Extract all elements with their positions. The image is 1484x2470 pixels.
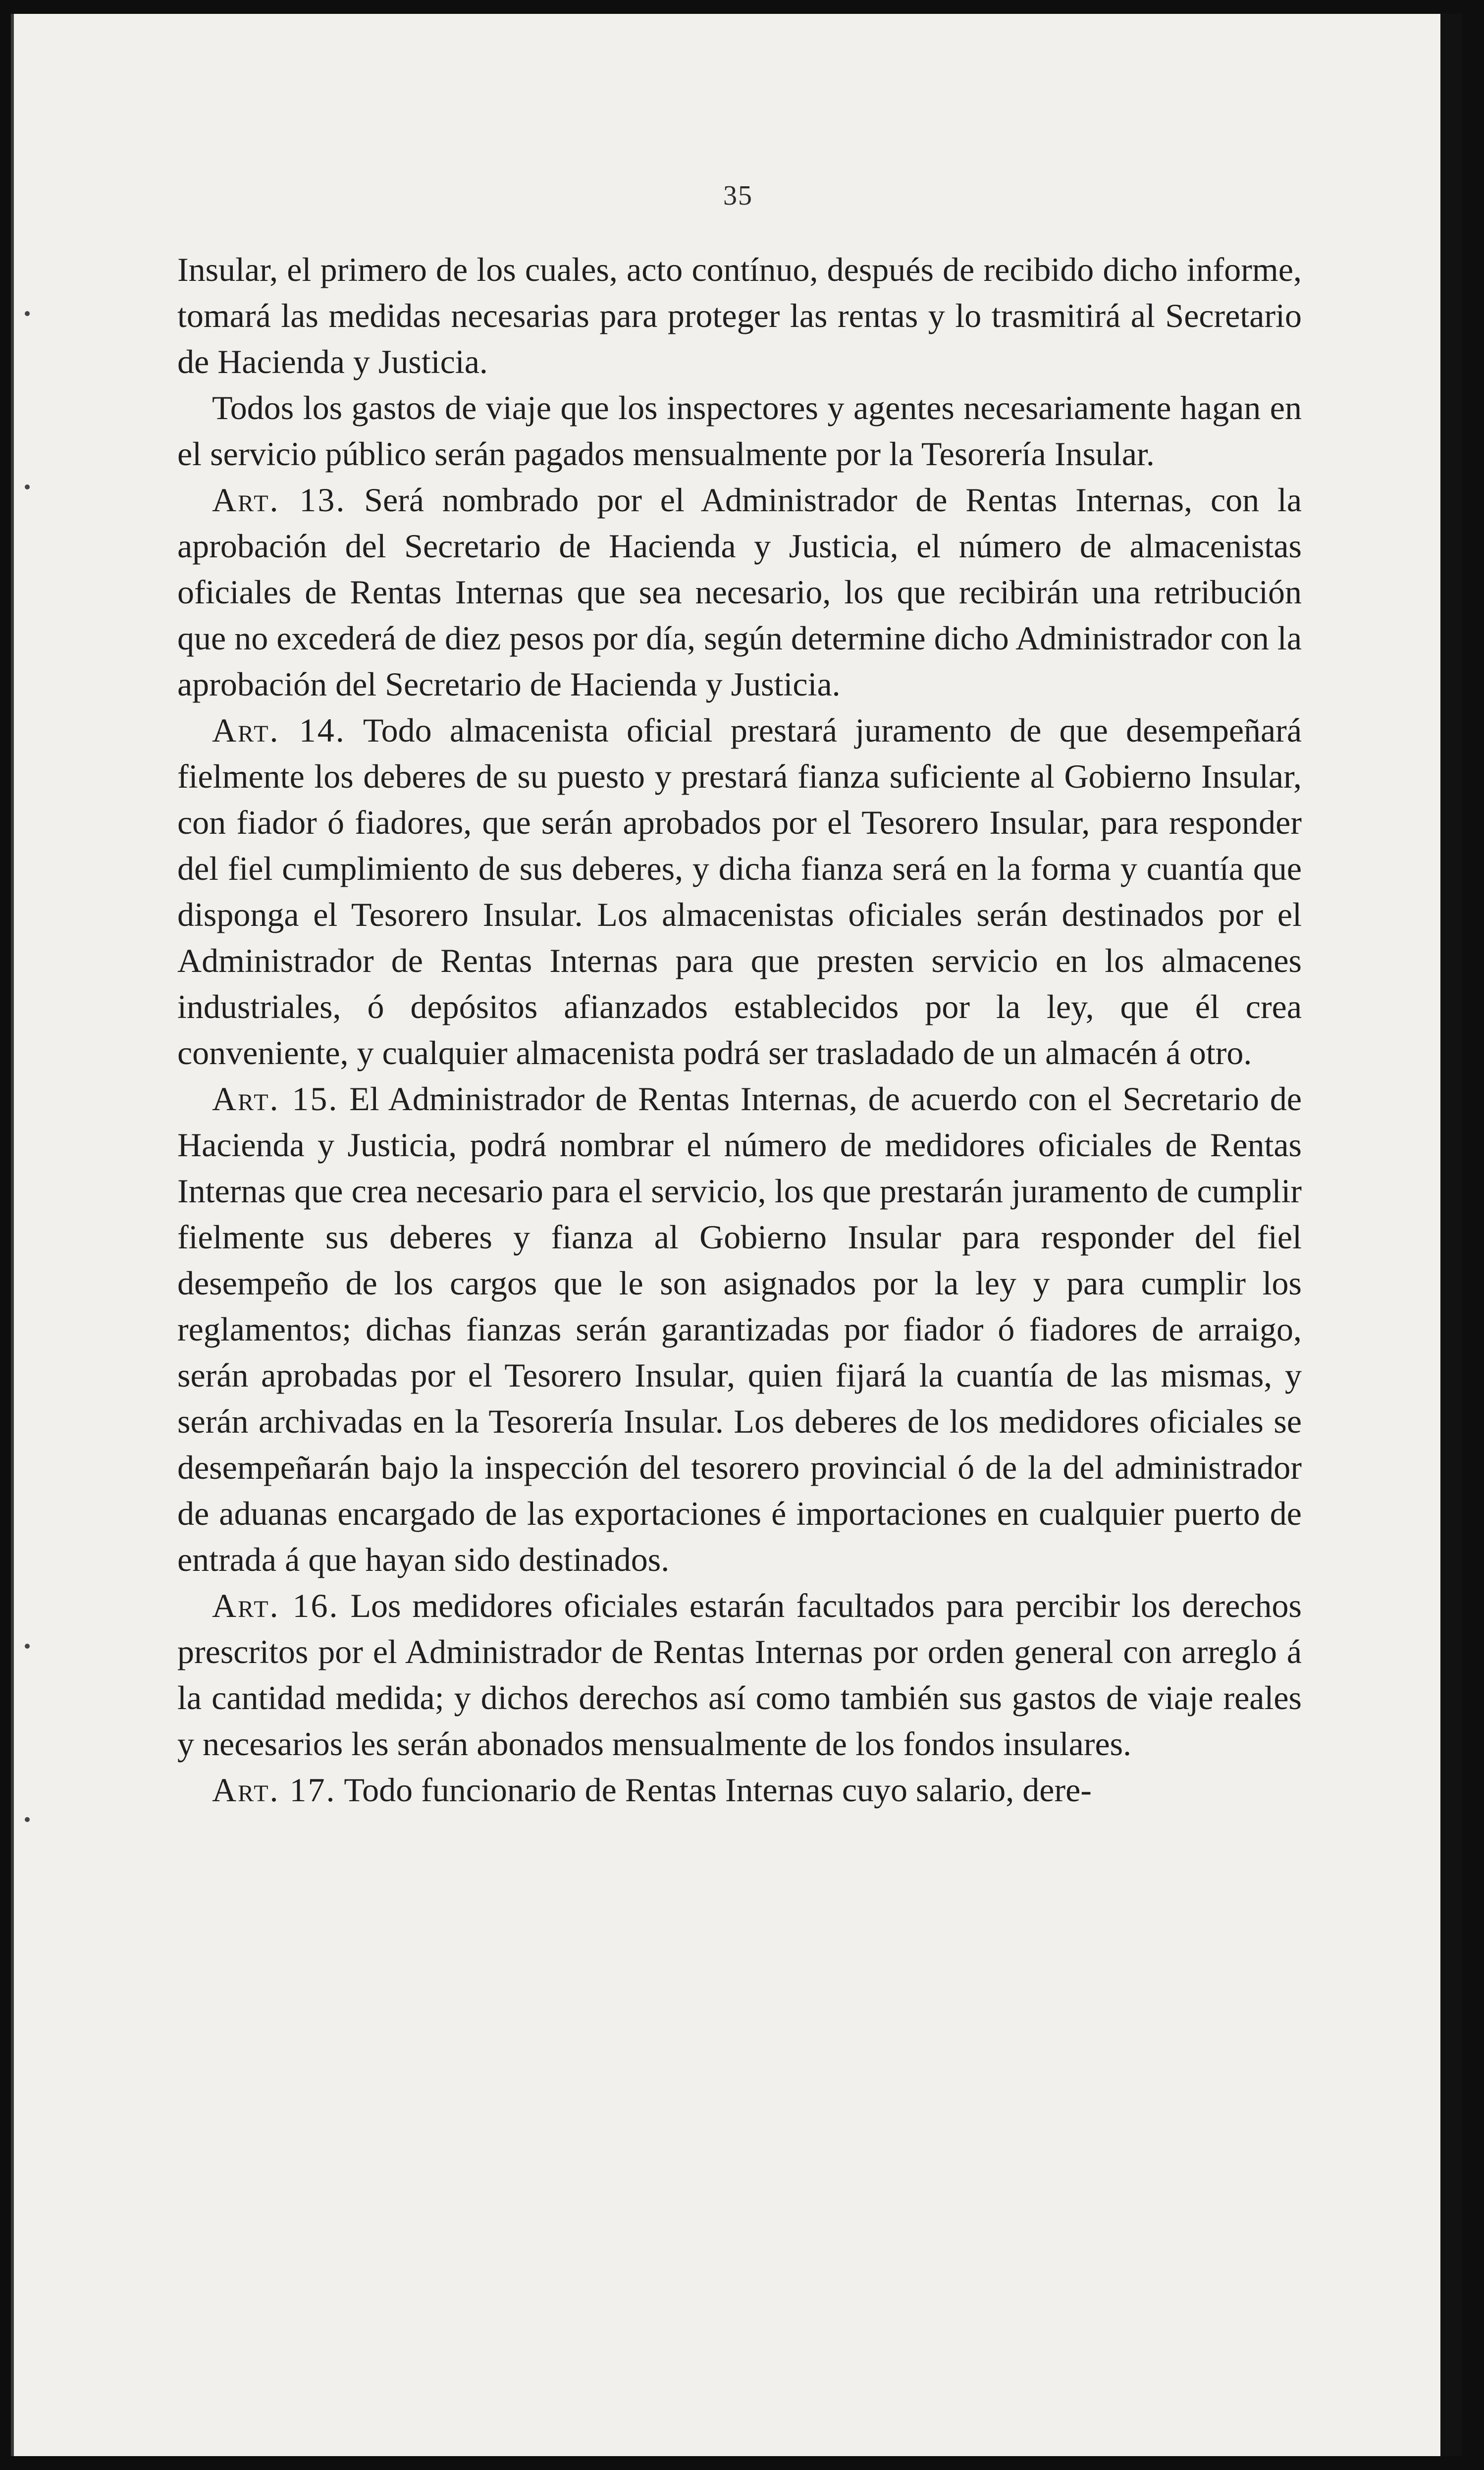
paragraph-text: Será nombrado por el Administrador de Rentas Internas, con la aprobación del Secretario de Hacienda y Justicia, el número de almacenistas oficiales de Rentas Internas que sea necesario, los que recibirán una retribución que no excederá de diez pesos por día, según determine dicho Administrador con la aprobación del Secretario de Hacienda y Justicia. (177, 481, 1302, 703)
page-edge-shadow (1440, 14, 1462, 2456)
article-label: Art. 14. (212, 711, 346, 749)
paragraph-text: Insular, el primero de los cuales, acto contínuo, después de recibido dicho informe, tomará las medidas necesarias para proteger las rentas y lo trasmitirá al Secretario de Hacienda y Justicia. (177, 251, 1302, 380)
paragraph-article-13 (177, 477, 1302, 707)
margin-speck (25, 1644, 30, 1649)
paragraph-article-15 (177, 1076, 1302, 1583)
paragraph-text: Todo almacenista oficial prestará juramento de que desempeñará fielmente los deberes de su puesto y prestará fianza suficiente al Gobierno Insular, con fiador ó fiadores, que serán aprobados por el Tesorero Insular, para responder del fiel cumplimiento de sus deberes, y dicha fianza será en la forma y cuantía que disponga el Tesorero Insular. Los almacenistas oficiales serán destinados por el Administrador de Rentas Internas para que presten servicio en los almacenes industriales, ó depósitos afianzados establecidos por la ley, que él crea conveniente, y cualquier almacenista podrá ser trasladado de un almacén á otro. (177, 711, 1302, 1072)
paragraph-article-17 (177, 1767, 1302, 1813)
paragraph-text: Los medidores oficiales estarán facultados para percibir los derechos prescritos por el Administrador de Rentas Internas por orden general con arreglo á la cantidad medida; y dichos derechos así como también sus gastos de viaje reales y necesarios les serán abonados mensualmente de los fondos insulares. (177, 1587, 1302, 1763)
article-label: Art. 13. (212, 481, 346, 519)
paragraph-text: Todos los gastos de viaje que los inspectores y agentes necesariamente hagan en el servicio público serán pagados mensualmente por la Tesorería Insular. (177, 389, 1302, 473)
article-label: Art. 17. (212, 1771, 336, 1809)
paragraph (177, 247, 1302, 385)
margin-speck (25, 484, 30, 489)
paragraph (177, 385, 1302, 477)
article-label: Art. 16. (212, 1587, 339, 1624)
paragraph-text: El Administrador de Rentas Internas, de acuerdo con el Secretario de Hacienda y Justicia, podrá nombrar el número de medidores oficiales de Rentas Internas que crea necesario para el servicio, los que prestarán juramento de cumplir fielmente sus deberes y fianza al Gobierno Insular para responder del fiel desempeño de los cargos que le son asignados por la ley y para cumplir los reglamentos; dichas fianzas serán garantizadas por fiador ó fiadores de arraigo, serán aprobadas por el Tesorero Insular, quien fijará la cuantía de las mismas, y serán archivadas en la Tesorería Insular. Los deberes de los medidores oficiales se desempeñarán bajo la inspección del tesorero provincial ó de la del administrador de aduanas encargado de las exportaciones é importaciones en cualquier puerto de entrada á que hayan sido destinados. (177, 1080, 1302, 1578)
article-label: Art. 15. (212, 1080, 339, 1118)
margin-speck (25, 1817, 30, 1822)
scanned-page (11, 14, 1462, 2456)
page-number: 35 (723, 180, 753, 211)
paragraph-article-16 (177, 1583, 1302, 1767)
margin-speck (25, 311, 30, 316)
body-text (177, 247, 1302, 1813)
paragraph-text: Todo funcionario de Rentas Internas cuyo salario, dere- (344, 1771, 1092, 1809)
paragraph-article-14 (177, 707, 1302, 1076)
